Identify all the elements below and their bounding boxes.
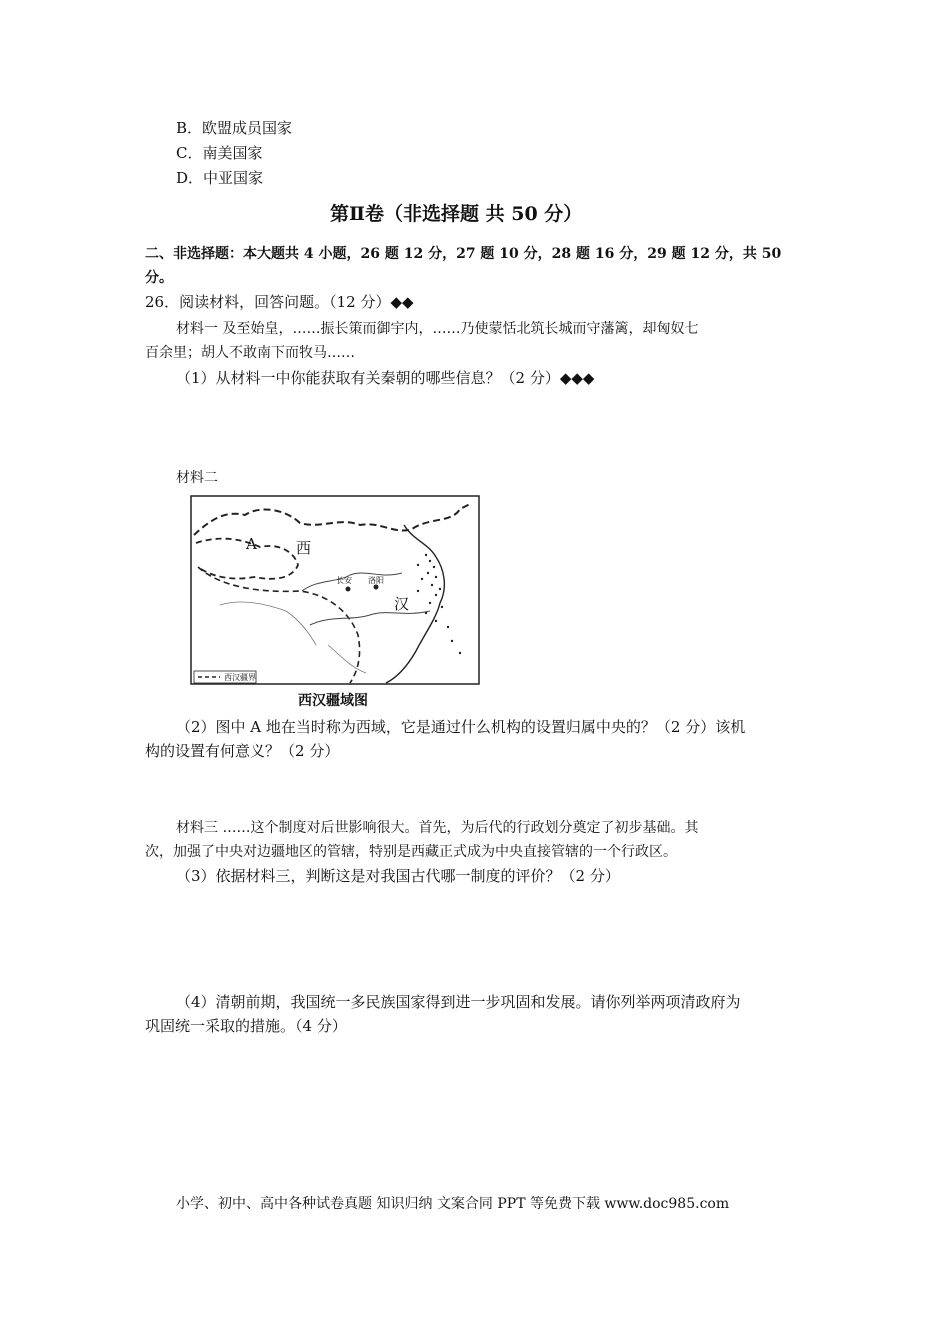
sub-question-2: （2）图中 A 地在当时称为西域，它是通过什么机构的设置归属中央的？（2 分）该机 — [176, 718, 746, 736]
sub-question-1: （1）从材料一中你能获取有关秦朝的哪些信息？（2 分）◆◆◆ — [176, 369, 595, 387]
sub-question-4-cont: 巩固统一采取的措施。（4 分） — [145, 1017, 347, 1035]
map-label-a: A — [246, 535, 257, 553]
map-graphic — [190, 495, 480, 685]
map-label-changan: 长安 — [336, 576, 352, 585]
section-intro-cont: 分。 — [145, 270, 173, 286]
option-d: D．中亚国家 — [176, 169, 264, 187]
option-b: B．欧盟成员国家 — [176, 119, 293, 137]
sub-question-4: （4）清朝前期，我国统一多民族国家得到进一步巩固和发展。请你列举两项清政府为 — [176, 993, 741, 1011]
question-26-stem: 26．阅读材料，回答问题。（12 分）◆◆ — [145, 293, 414, 311]
map-label-han: 汉 — [394, 595, 410, 613]
sub-question-3: （3）依据材料三，判断这是对我国古代哪一制度的评价？（2 分） — [176, 867, 620, 885]
sub-question-2-cont: 构的设置有何意义？（2 分） — [145, 742, 340, 760]
material-3: 材料三 ……这个制度对后世影响很大。首先，为后代的行政划分奠定了初步基础。其 — [176, 820, 699, 836]
material-3-cont: 次，加强了中央对边疆地区的管辖，特别是西藏正式成为中央直接管辖的一个行政区。 — [145, 844, 677, 860]
map-legend-label: 西汉疆界 — [224, 673, 256, 682]
map-label-luoyang: 洛阳 — [368, 576, 384, 585]
map-frame — [191, 496, 479, 684]
changan-marker — [346, 587, 351, 592]
map-caption: 西汉疆域图 — [298, 693, 368, 709]
page-footer: 小学、初中、高中各种试卷真题 知识归纳 文案合同 PPT 等免费下载 www.doc985.com — [176, 1196, 730, 1212]
map-label-xi: 西 — [296, 539, 312, 557]
western-han-map — [190, 495, 480, 685]
section-title: 第Ⅱ卷（非选择题 共 50 分） — [330, 203, 583, 225]
material-1-cont: 百余里；胡人不敢南下而牧马…… — [145, 345, 355, 361]
section-intro: 二、非选择题：本大题共 4 小题，26 题 12 分，27 题 10 分，28 题 16 分，29 题 12 分，共 50 — [145, 246, 782, 262]
material-1: 材料一 及至始皇，……振长策而御宇内，……乃使蒙恬北筑长城而守藩篱，却匈奴七 — [176, 321, 699, 337]
material-2-label: 材料二 — [176, 470, 218, 486]
option-c: C．南美国家 — [176, 144, 263, 162]
